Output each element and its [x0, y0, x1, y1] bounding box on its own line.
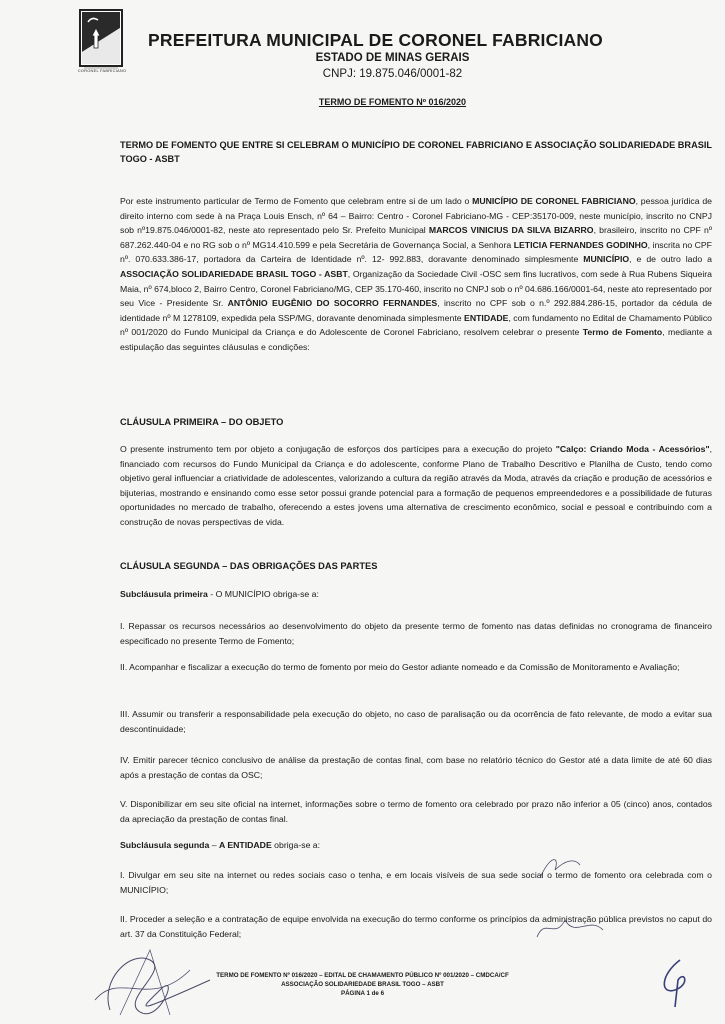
preamble-bold: Termo de Fomento: [582, 327, 663, 338]
list-item: II. Proceder a seleção e a contratação de equipe envolvida na execução do termo conforme os princípios da administração pública previstos no caput do art. 37 da Constituição Federal;: [120, 914, 712, 939]
subclause-two-label: Subcláusula segunda: [120, 840, 210, 850]
page-number: PÁGINA 1 de 6: [340, 990, 385, 997]
preamble-text: , brasileiro, inscrito no CPF nº 687.262.440-04 e no RG sob o nº MG14.410.599 e pela Secretária de Governança Social, a Senhora: [120, 225, 713, 250]
footer-line-1: TERMO DE FOMENTO Nº 016/2020 – EDITAL DE CHAMAMENTO PÚBLICO Nº 001/2020 – CMDCA/CF: [216, 972, 509, 979]
clause-one-paragraph: [120, 442, 712, 530]
preamble-bold: ANTÔNIO EUGÊNIO DO SOCORRO FERNANDES: [227, 298, 438, 309]
preamble-bold: MARCOS VINICIUS DA SILVA BIZARRO: [428, 225, 594, 236]
preamble-text: , e de outro lado a: [629, 254, 712, 265]
intro-heading: TERMO DE FOMENTO QUE ENTRE SI CELEBRAM O MUNICÍPIO DE CORONEL FABRICIANO E ASSOCIAÇÃO SOLIDARIEDADE BRASIL TOGO - ASBT: [120, 140, 712, 164]
preamble-text: , inscrito no CPF sob o n.º 292.884.286-15, portador da cédula de identidade nº M 1278109, expedida pela SSP/MG, doravante denominada simplesmente: [120, 298, 712, 323]
preamble-text: , mediante a estipulação das seguintes cláusulas e condições:: [120, 327, 713, 352]
signature-initials-right: [650, 955, 700, 1010]
preamble-text: , pessoa jurídica de direito interno com sede à na Praça Louis Ensch, nº 64 – Bairro: Centro - Coronel Fabriciano-MG - CEP:35170-009, neste município, inscrito no CNPJ sob nº19.875.046/0001-82, neste ato representado pelo Sr. Prefeito Municipal: [120, 196, 712, 236]
subclause-two-heading: [120, 840, 320, 850]
preamble-bold: ENTIDADE: [464, 312, 509, 323]
project-name: "Calço: Criando Moda - Acessórios": [555, 444, 710, 454]
list-item: V. Disponibilizar em seu site oficial na internet, informações sobre o termo de fomento ora celebrado por prazo não inferior a 05 (cinco) anos, contados da apreciação da prestação de contas final.: [120, 799, 712, 824]
subclause-one-text: - O MUNICÍPIO obriga-se a:: [207, 589, 319, 599]
signature-mark: [535, 850, 585, 880]
cnpj-line: CNPJ: 19.875.046/0001-82: [322, 68, 463, 80]
preamble-bold: LETICIA FERNANDES GODINHO: [513, 239, 648, 250]
list-item: III. Assumir ou transferir a responsabilidade pela execução do objeto, no caso de paralisação ou da ocorrência de fato relevante, de modo a evitar sua descontinuidade;: [120, 709, 712, 734]
preamble-text: , inscrita no CPF nº. 070.633.386-17, portadora da Carteira de Identidade nº. 12- 992.883, doravante denominado simplesmente: [120, 239, 712, 265]
preamble-bold: ASSOCIAÇÃO SOLIDARIEDADE BRASIL TOGO - ASBT: [120, 268, 348, 279]
signature-scribble-left: [90, 940, 240, 1018]
preamble-text: , Organização da Sociedade Civil -OSC sem fins lucrativos, com sede à Rua Rubens Siqueira Maia, nº 674,bloco 2, Bairro Centro, Coronel Fabriciano/MG, CEP 35.170-460, inscrito no CNPJ sob o nº 04.686.166/0001-64, neste ato representado por seu Vice - Presidente Sr.: [120, 268, 712, 309]
signature-mark: [535, 912, 605, 942]
footer-line-2: ASSOCIAÇÃO SOLIDARIEDADE BRASIL TOGO – ASBT: [281, 981, 444, 988]
document-title: TERMO DE FOMENTO Nº 016/2020: [318, 97, 467, 107]
subclause-two-text: obriga-se a:: [271, 840, 321, 850]
preamble-paragraph: [120, 194, 712, 355]
preamble-bold: MUNICÍPIO: [583, 254, 630, 265]
clause-one-text: O presente instrumento tem por objeto a conjugação de esforços dos partícipes para a execução do projeto: [120, 444, 556, 454]
logo-caption: CORONEL FABRICIANO: [77, 68, 127, 73]
coat-of-arms-logo: [78, 8, 124, 74]
list-item: IV. Emitir parecer técnico conclusivo de análise da prestação de contas final, com base no relatório técnico do Gestor até a data limite de até 60 dias após a prestação de contas da OSC;: [120, 755, 712, 780]
subclause-one-heading: [120, 589, 319, 599]
preamble-bold: MUNICÍPIO DE CORONEL FABRICIANO: [472, 196, 636, 206]
subclause-two-entity: A ENTIDADE: [218, 840, 272, 850]
preamble-text: , com fundamento no Edital de Chamamento Público nº 001/2020 do Fundo Municipal da Criança e do Adolescente de Coronel Fabriciano, resolvem celebrar o presente: [120, 312, 713, 338]
list-item: I. Repassar os recursos necessários ao desenvolvimento do objeto da presente termo de fomento nas datas definidas no cronograma de financeiro especificado no presente Termo de Fomento;: [120, 621, 712, 646]
preamble-text: Por este instrumento particular de Termo de Fomento que celebram entre si de um lado o: [120, 196, 473, 206]
clause-one-text: , financiado com recursos do Fundo Municipal da Criança e do adolescente, conforme Plano de Trabalho Descritivo e Planilha de Custo, tendo como objetivo geral influenciar a criatividade de adolescentes, valorizando a cultura da região através da Moda, através da criação e produção de acessórios e bijuterias, mostrando e ensinando como esse setor possui grande potencial para a formação de pequenos empreendedores e a possibilidade de futuras oportunidades no mercado de trabalho, oferecendo a estes jovens uma alternativa de crescimento econômico, social e pessoal e contribuindo com a construção de novas perspectivas de vida.: [120, 444, 712, 527]
page-title: PREFEITURA MUNICIPAL DE CORONEL FABRICIANO: [148, 30, 603, 50]
subclause-one-label: Subcláusula primeira: [120, 589, 208, 599]
clause-one-heading: CLÁUSULA PRIMEIRA – DO OBJETO: [120, 417, 284, 427]
list-item: II. Acompanhar e fiscalizar a execução do termo de fomento por meio do Gestor adiante nomeado e da Comissão de Monitoramento e Avaliação;: [120, 662, 680, 672]
clause-two-heading: CLÁUSULA SEGUNDA – DAS OBRIGAÇÕES DAS PARTES: [120, 561, 378, 571]
subclause-two-dash: –: [209, 840, 219, 850]
list-item: I. Divulgar em seu site na internet ou redes sociais caso o tenha, e em locais visíveis de sua sede social o termo de fomento ora celebrada com o MUNICÍPIO;: [120, 870, 712, 895]
state-name: ESTADO DE MINAS GERAIS: [315, 52, 470, 64]
